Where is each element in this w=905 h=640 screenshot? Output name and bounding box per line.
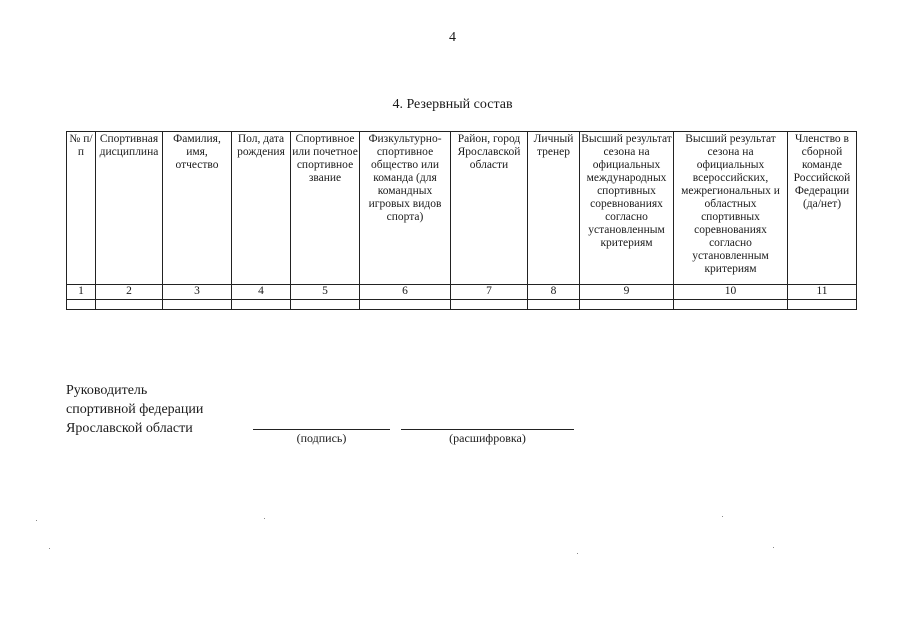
signature-line [253,429,390,430]
column-number: 9 [580,285,674,300]
column-number: 8 [528,285,580,300]
empty-cell [528,300,580,310]
header-sports-society: Физкультурно-спортивное общество или команда (для командных игровых видов спорта) [360,132,451,285]
column-number: 6 [360,285,451,300]
header-sex-birthdate: Пол, дата рождения [232,132,291,285]
column-number: 7 [451,285,528,300]
empty-cell [163,300,232,310]
signatory-title [66,381,203,438]
column-number: 3 [163,285,232,300]
scan-speck [264,518,265,519]
column-number: 4 [232,285,291,300]
scan-speck [36,520,37,521]
column-number: 10 [674,285,788,300]
empty-cell [674,300,788,310]
header-sport-title: Спортивное или почетное спортивное звание [291,132,360,285]
empty-cell [67,300,96,310]
signatory-line: Ярославской области [66,421,193,436]
empty-cell [788,300,857,310]
transcript-line [401,429,574,430]
empty-cell [96,300,163,310]
empty-data-row [67,300,857,310]
header-international-result: Высший результат сезона на официальных международных спортивных соревнованиях согласно установленным критериям [580,132,674,285]
header-national-result: Высший результат сезона на официальных всероссийских, межрегиональных и областных спортивных соревнованиях согласно установленным критериям [674,132,788,285]
scan-speck [722,516,723,517]
header-number: № п/п [67,132,96,285]
column-number: 5 [291,285,360,300]
reserve-table [66,131,857,310]
scan-speck [49,548,50,549]
section-title: 4. Резервный состав [392,97,513,112]
transcript-caption: (расшифровка) [449,431,526,445]
header-district-city: Район, город Ярославской области [451,132,528,285]
empty-cell [232,300,291,310]
scan-speck [773,547,774,548]
signatory-line: Руководитель [66,383,148,398]
column-number: 1 [67,285,96,300]
signatory-line: спортивной федерации [66,402,204,417]
header-national-team-membership: Членство в сборной команде Российской Федерации (да/нет) [788,132,857,285]
empty-cell [291,300,360,310]
header-personal-coach: Личный тренер [528,132,580,285]
empty-cell [451,300,528,310]
signature-caption: (подпись) [296,431,347,445]
scan-speck [577,553,578,554]
empty-cell [360,300,451,310]
empty-cell [580,300,674,310]
column-number: 2 [96,285,163,300]
header-full-name: Фамилия, имя, отчество [163,132,232,285]
page-number: 4 [449,30,456,45]
column-number: 11 [788,285,857,300]
column-number-row [67,285,857,300]
header-discipline: Спортивная дисциплина [96,132,163,285]
header-row [67,132,857,285]
